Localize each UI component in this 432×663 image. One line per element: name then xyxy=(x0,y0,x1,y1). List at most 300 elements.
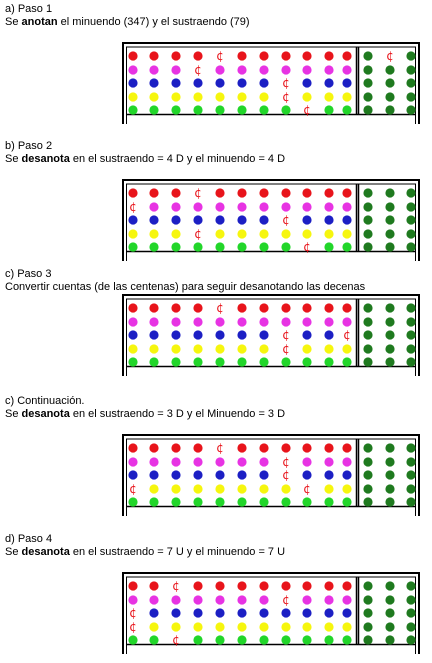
bead xyxy=(128,105,137,114)
bead xyxy=(237,92,246,101)
bead xyxy=(324,92,333,101)
step-2 xyxy=(0,137,432,267)
bead xyxy=(171,92,180,101)
bead xyxy=(385,608,394,617)
bead xyxy=(215,497,224,506)
bead xyxy=(128,357,137,366)
bead xyxy=(342,188,351,197)
bead xyxy=(342,484,351,493)
bead xyxy=(363,608,372,617)
bead xyxy=(193,622,202,631)
removed-mark: ¢ xyxy=(303,240,311,254)
bead xyxy=(302,303,311,312)
bead xyxy=(259,635,268,644)
bead xyxy=(237,78,246,87)
bead xyxy=(363,457,372,466)
bead xyxy=(215,470,224,479)
bead xyxy=(171,457,180,466)
bead xyxy=(302,622,311,631)
bead xyxy=(215,344,224,353)
bead xyxy=(149,622,158,631)
bead xyxy=(406,497,415,506)
bead xyxy=(406,443,415,452)
bead xyxy=(406,51,415,60)
bead xyxy=(193,635,202,644)
bead xyxy=(302,330,311,339)
bead xyxy=(171,105,180,114)
bead xyxy=(363,188,372,197)
removed-mark: ¢ xyxy=(216,49,224,63)
bead xyxy=(363,215,372,224)
step-5 xyxy=(0,530,432,660)
removed-mark: ¢ xyxy=(194,63,202,77)
bead xyxy=(406,188,415,197)
bead xyxy=(215,105,224,114)
bead xyxy=(406,92,415,101)
bead xyxy=(302,635,311,644)
bead xyxy=(281,608,290,617)
bead xyxy=(128,344,137,353)
bead xyxy=(302,443,311,452)
bead xyxy=(406,457,415,466)
bead xyxy=(385,457,394,466)
bead xyxy=(215,242,224,251)
bead xyxy=(193,470,202,479)
bead xyxy=(128,188,137,197)
bead xyxy=(171,470,180,479)
bead xyxy=(259,622,268,631)
bead xyxy=(193,78,202,87)
removed-mark: ¢ xyxy=(282,468,290,482)
bead xyxy=(149,497,158,506)
bead xyxy=(281,484,290,493)
bead xyxy=(302,457,311,466)
bead xyxy=(128,78,137,87)
bead xyxy=(171,303,180,312)
removed-mark: ¢ xyxy=(194,186,202,200)
bead xyxy=(259,303,268,312)
bead xyxy=(385,344,394,353)
bead xyxy=(302,202,311,211)
bead xyxy=(259,317,268,326)
bead xyxy=(237,635,246,644)
bead xyxy=(385,105,394,114)
bead xyxy=(128,595,137,604)
bead xyxy=(171,242,180,251)
bead xyxy=(342,242,351,251)
bead xyxy=(259,457,268,466)
bead xyxy=(237,484,246,493)
bead xyxy=(342,317,351,326)
bead xyxy=(149,581,158,590)
bead xyxy=(363,202,372,211)
bead xyxy=(302,581,311,590)
bead xyxy=(281,581,290,590)
removed-mark: ¢ xyxy=(129,606,137,620)
bead xyxy=(324,65,333,74)
bead xyxy=(324,330,333,339)
bead xyxy=(385,92,394,101)
bead xyxy=(193,202,202,211)
bead xyxy=(259,595,268,604)
bead xyxy=(324,457,333,466)
bead xyxy=(363,581,372,590)
bead xyxy=(215,202,224,211)
abacus-board xyxy=(0,42,432,128)
bead xyxy=(406,344,415,353)
bead xyxy=(215,635,224,644)
bead xyxy=(324,242,333,251)
bead xyxy=(171,484,180,493)
removed-mark: ¢ xyxy=(282,455,290,469)
bead xyxy=(324,105,333,114)
bead xyxy=(149,242,158,251)
bead xyxy=(128,635,137,644)
abacus-board xyxy=(0,434,432,520)
bead xyxy=(171,330,180,339)
bead xyxy=(149,78,158,87)
bead xyxy=(406,635,415,644)
bead xyxy=(128,303,137,312)
bead xyxy=(193,581,202,590)
description-text: Se xyxy=(5,408,22,420)
bead xyxy=(385,202,394,211)
bead xyxy=(193,215,202,224)
removed-mark: ¢ xyxy=(216,441,224,455)
bead xyxy=(149,105,158,114)
description-text: Convertir cuentas (de las centenas) para seguir desanotando las decenas xyxy=(5,281,366,293)
removed-mark: ¢ xyxy=(303,103,311,117)
bead xyxy=(193,92,202,101)
bead xyxy=(237,303,246,312)
removed-mark: ¢ xyxy=(282,593,290,607)
removed-mark: ¢ xyxy=(129,620,137,634)
bead xyxy=(406,595,415,604)
bead xyxy=(215,188,224,197)
bead xyxy=(281,229,290,238)
bead xyxy=(324,51,333,60)
bead xyxy=(363,470,372,479)
bead xyxy=(128,443,137,452)
bead xyxy=(215,622,224,631)
abacus-board xyxy=(0,179,432,265)
removed-mark: ¢ xyxy=(343,328,351,342)
bead xyxy=(385,357,394,366)
description-keyword: anotan xyxy=(21,16,58,28)
description-text: en el sustraendo = 7 U y el minuendo = 7 U xyxy=(69,546,286,558)
bead xyxy=(237,581,246,590)
bead xyxy=(281,242,290,251)
removed-mark: ¢ xyxy=(216,301,224,315)
description-text: Se xyxy=(5,16,22,28)
removed-mark: ¢ xyxy=(282,328,290,342)
bead xyxy=(385,595,394,604)
bead xyxy=(406,78,415,87)
bead xyxy=(363,595,372,604)
abacus-board xyxy=(0,294,432,380)
bead xyxy=(128,215,137,224)
step-description xyxy=(5,153,285,166)
bead xyxy=(406,317,415,326)
bead xyxy=(128,242,137,251)
bead xyxy=(342,457,351,466)
bead xyxy=(171,357,180,366)
bead xyxy=(259,608,268,617)
bead xyxy=(324,317,333,326)
bead xyxy=(385,229,394,238)
bead xyxy=(259,484,268,493)
bead xyxy=(406,242,415,251)
bead xyxy=(363,622,372,631)
bead xyxy=(406,470,415,479)
bead xyxy=(342,595,351,604)
bead xyxy=(171,443,180,452)
bead xyxy=(363,105,372,114)
bead xyxy=(342,608,351,617)
bead xyxy=(363,242,372,251)
step-description xyxy=(5,16,250,29)
description-keyword: desanota xyxy=(21,153,70,165)
bead xyxy=(363,317,372,326)
bead xyxy=(259,497,268,506)
bead xyxy=(385,497,394,506)
bead xyxy=(128,65,137,74)
bead xyxy=(324,344,333,353)
bead xyxy=(342,635,351,644)
bead xyxy=(193,303,202,312)
bead xyxy=(342,105,351,114)
bead xyxy=(385,581,394,590)
bead xyxy=(281,202,290,211)
bead xyxy=(324,303,333,312)
bead xyxy=(363,65,372,74)
bead xyxy=(149,51,158,60)
bead xyxy=(363,443,372,452)
bead xyxy=(342,202,351,211)
bead xyxy=(324,443,333,452)
removed-mark: ¢ xyxy=(172,579,180,593)
bead xyxy=(406,202,415,211)
bead xyxy=(302,470,311,479)
removed-mark: ¢ xyxy=(282,213,290,227)
bead xyxy=(302,344,311,353)
bead xyxy=(302,215,311,224)
bead xyxy=(237,622,246,631)
bead xyxy=(342,497,351,506)
bead xyxy=(237,202,246,211)
bead xyxy=(149,188,158,197)
bead xyxy=(149,65,158,74)
bead xyxy=(385,470,394,479)
bead xyxy=(215,484,224,493)
bead xyxy=(342,65,351,74)
bead xyxy=(149,443,158,452)
description-text: Se xyxy=(5,546,22,558)
bead xyxy=(149,344,158,353)
bead xyxy=(302,78,311,87)
bead xyxy=(324,484,333,493)
bead xyxy=(281,65,290,74)
bead xyxy=(128,470,137,479)
bead xyxy=(149,484,158,493)
bead xyxy=(237,65,246,74)
bead xyxy=(193,443,202,452)
bead xyxy=(363,357,372,366)
bead xyxy=(281,622,290,631)
description-text: el minuendo (347) y el sustraendo (79) xyxy=(57,16,250,28)
bead xyxy=(406,65,415,74)
bead xyxy=(342,581,351,590)
step-title: d) Paso 4 xyxy=(5,533,53,545)
bead xyxy=(237,229,246,238)
bead xyxy=(149,202,158,211)
bead xyxy=(363,635,372,644)
bead xyxy=(193,330,202,339)
removed-mark: ¢ xyxy=(282,342,290,356)
bead xyxy=(324,229,333,238)
bead xyxy=(259,65,268,74)
bead xyxy=(237,357,246,366)
bead xyxy=(215,215,224,224)
bead xyxy=(149,595,158,604)
bead xyxy=(128,92,137,101)
bead xyxy=(385,78,394,87)
bead xyxy=(363,78,372,87)
bead xyxy=(302,317,311,326)
bead xyxy=(342,78,351,87)
bead xyxy=(215,608,224,617)
bead xyxy=(171,65,180,74)
bead xyxy=(259,470,268,479)
bead xyxy=(363,497,372,506)
bead xyxy=(193,595,202,604)
bead xyxy=(342,470,351,479)
bead xyxy=(193,484,202,493)
bead xyxy=(193,457,202,466)
bead xyxy=(385,330,394,339)
bead xyxy=(302,51,311,60)
bead xyxy=(342,229,351,238)
bead xyxy=(342,92,351,101)
bead xyxy=(215,595,224,604)
bead xyxy=(363,229,372,238)
removed-mark: ¢ xyxy=(129,200,137,214)
bead xyxy=(128,317,137,326)
bead xyxy=(385,622,394,631)
bead xyxy=(215,357,224,366)
bead xyxy=(149,92,158,101)
bead xyxy=(406,581,415,590)
bead xyxy=(385,215,394,224)
bead xyxy=(259,51,268,60)
bead xyxy=(237,330,246,339)
bead xyxy=(149,470,158,479)
bead xyxy=(215,457,224,466)
description-keyword: desanota xyxy=(21,546,70,558)
bead xyxy=(128,457,137,466)
removed-mark: ¢ xyxy=(303,482,311,496)
removed-mark: ¢ xyxy=(194,227,202,241)
bead xyxy=(302,357,311,366)
bead xyxy=(237,443,246,452)
bead xyxy=(324,202,333,211)
bead xyxy=(128,330,137,339)
bead xyxy=(324,581,333,590)
bead xyxy=(171,608,180,617)
bead xyxy=(324,215,333,224)
abacus-board xyxy=(0,572,432,658)
bead xyxy=(259,92,268,101)
bead xyxy=(237,595,246,604)
bead xyxy=(171,51,180,60)
bead xyxy=(215,78,224,87)
bead xyxy=(193,497,202,506)
bead xyxy=(342,303,351,312)
bead xyxy=(324,188,333,197)
description-text: Se xyxy=(5,153,22,165)
bead xyxy=(259,330,268,339)
bead xyxy=(259,357,268,366)
bead xyxy=(128,51,137,60)
bead xyxy=(385,188,394,197)
bead xyxy=(215,581,224,590)
bead xyxy=(259,78,268,87)
bead xyxy=(406,303,415,312)
bead xyxy=(281,497,290,506)
bead xyxy=(302,595,311,604)
bead xyxy=(406,357,415,366)
bead xyxy=(342,622,351,631)
bead xyxy=(324,470,333,479)
bead xyxy=(193,608,202,617)
bead xyxy=(302,608,311,617)
bead xyxy=(259,242,268,251)
bead xyxy=(385,484,394,493)
step-1 xyxy=(0,0,432,130)
bead xyxy=(302,65,311,74)
bead xyxy=(324,78,333,87)
bead xyxy=(193,317,202,326)
bead xyxy=(281,317,290,326)
bead xyxy=(324,497,333,506)
bead xyxy=(149,317,158,326)
bead xyxy=(302,92,311,101)
step-4 xyxy=(0,392,432,522)
bead xyxy=(128,497,137,506)
bead xyxy=(149,303,158,312)
bead xyxy=(171,497,180,506)
bead xyxy=(149,215,158,224)
bead xyxy=(237,242,246,251)
description-text: en el sustraendo = 4 D y el minuendo = 4 D xyxy=(69,153,286,165)
bead xyxy=(149,635,158,644)
bead xyxy=(215,317,224,326)
bead xyxy=(128,229,137,238)
bead xyxy=(406,330,415,339)
bead xyxy=(149,608,158,617)
bead xyxy=(363,344,372,353)
bead xyxy=(302,188,311,197)
bead xyxy=(237,188,246,197)
bead xyxy=(171,202,180,211)
bead xyxy=(259,188,268,197)
removed-mark: ¢ xyxy=(282,76,290,90)
description-keyword: desanota xyxy=(21,408,70,420)
bead xyxy=(171,622,180,631)
bead xyxy=(237,105,246,114)
bead xyxy=(324,608,333,617)
bead xyxy=(324,622,333,631)
